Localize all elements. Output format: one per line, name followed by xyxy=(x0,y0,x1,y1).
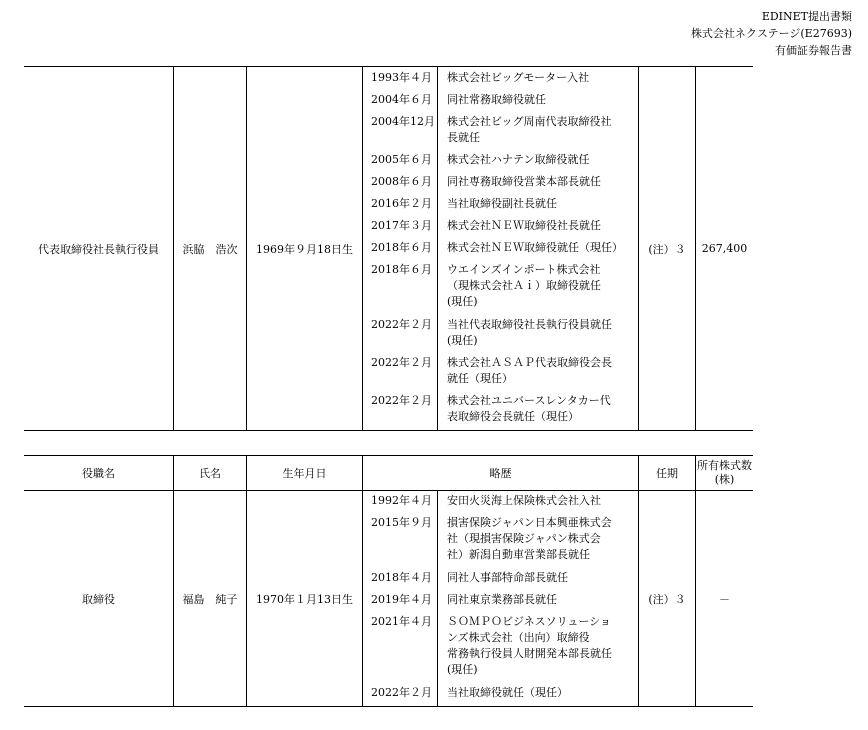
career-date: 2005年６月 xyxy=(371,153,432,166)
career-event: 株式会社ユニバースレンタカー代 表取締役会長就任（現任） xyxy=(447,394,611,423)
header-position: 役職名 xyxy=(82,467,115,480)
career-date: 2022年２月 xyxy=(371,394,432,407)
career-date: 2018年６月 xyxy=(371,263,432,276)
career-event: 当社代表取締役社長執行役員就任 (現任) xyxy=(447,318,612,347)
header-name: 氏名 xyxy=(199,467,221,480)
career-date: 2008年６月 xyxy=(371,175,432,188)
report-type: 有価証券報告書 xyxy=(775,44,852,57)
career-date: 1992年４月 xyxy=(371,494,432,507)
officer-table-1 xyxy=(24,66,753,431)
career-event: 同社常務取締役就任 xyxy=(447,93,546,106)
career-event: ＳＯＭＰＯビジネスソリューショ ンズ株式会社（出向）取締役 常務執行役員人財開発本部長就任 (現任) xyxy=(447,615,612,676)
header-birth: 生年月日 xyxy=(282,467,327,480)
career-event: 同社東京業務部長就任 xyxy=(447,593,557,606)
officer-table-2 xyxy=(24,455,753,707)
career-date: 2022年２月 xyxy=(371,356,432,369)
career-date: 2017年３月 xyxy=(371,219,432,232)
career-date: 2016年２月 xyxy=(371,197,432,210)
career-event: 損害保険ジャパン日本興亜株式会 社（現損害保険ジャパン株式会 社）新潟自動車営業部長就任 xyxy=(447,516,612,561)
header-term: 任期 xyxy=(656,467,678,480)
career-event: 株式会社ビッグモーター入社 xyxy=(447,71,590,84)
career-event: 当社取締役副社長就任 xyxy=(447,197,557,210)
career-event: 株式会社ＮＥＷ取締役就任（現任） xyxy=(447,241,623,254)
officer-birth: 1969年９月18日生 xyxy=(256,242,353,256)
career-date: 2018年６月 xyxy=(371,241,432,254)
career-event: 株式会社ＮＥＷ取締役社長就任 xyxy=(447,219,601,232)
career-date: 2022年２月 xyxy=(371,686,432,699)
company-name: 株式会社ネクステージ(E27693) xyxy=(690,27,852,40)
career-event: 同社専務取締役営業本部長就任 xyxy=(447,175,601,188)
career-event: 当社取締役就任（現任） xyxy=(447,686,568,699)
edinet-label: EDINET提出書類 xyxy=(761,10,852,23)
officer-birth: 1970年１月13日生 xyxy=(256,592,353,606)
document-header xyxy=(691,8,852,59)
career-date: 2004年６月 xyxy=(371,93,432,106)
career-date: 2022年２月 xyxy=(371,318,432,331)
career-event: 株式会社ＡＳＡＰ代表取締役会長 就任（現任） xyxy=(447,356,612,385)
career-date: 2019年４月 xyxy=(371,593,432,606)
career-date: 2018年４月 xyxy=(371,571,432,584)
officer-shares: － xyxy=(719,592,730,606)
career-date: 2015年９月 xyxy=(371,516,432,529)
career-event: 株式会社ビッグ周南代表取締役社 長就任 xyxy=(447,115,612,144)
header-shares xyxy=(696,456,753,490)
officer-position: 取締役 xyxy=(82,592,115,606)
header-shares-unit: (株) xyxy=(714,473,735,486)
header-shares-label: 所有株式数 xyxy=(697,459,752,472)
career-date: 2021年４月 xyxy=(371,615,432,628)
header-history: 略歴 xyxy=(489,467,512,480)
officer-term: (注）３ xyxy=(648,242,686,256)
officer-name: 浜脇 浩次 xyxy=(182,242,238,256)
officer-shares: 267,400 xyxy=(701,242,748,255)
career-event: 安田火災海上保険株式会社入社 xyxy=(447,494,601,507)
career-event: 同社人事部特命部長就任 xyxy=(447,571,568,584)
officer-term: (注）３ xyxy=(648,592,686,606)
officer-position: 代表取締役社長執行役員 xyxy=(38,242,159,256)
career-date: 1993年４月 xyxy=(371,71,432,84)
officer-name: 福島 純子 xyxy=(182,592,238,606)
career-event: 株式会社ハナテン取締役就任 xyxy=(447,153,590,166)
career-date: 2004年12月 xyxy=(371,115,435,128)
career-event: ウエインズインポート株式会社 （現株式会社Ａｉ）取締役就任 (現任) xyxy=(447,263,601,308)
